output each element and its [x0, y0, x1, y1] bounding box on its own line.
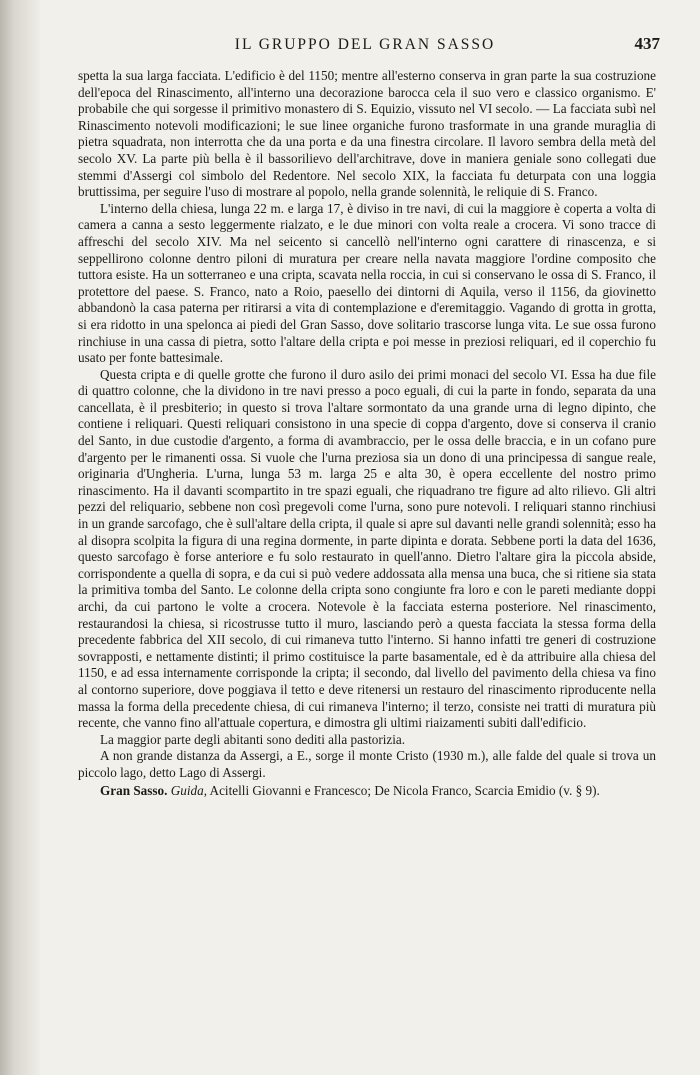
paragraph-abitanti: La maggior parte degli abitanti sono dediti alla pastorizia. [100, 731, 406, 747]
references [78, 783, 656, 800]
page-header [70, 36, 660, 56]
paragraph-cripta: Questa cripta e di quelle grotte che furono il duro asilo dei primi monaci del secolo VI. Essa ha due file di quattro colonne, che la dividono in tre navi presso a poco eguali, di cui la parte in fondo, separata da una cancellata, è il presbiterio; in questo si trova l'altare sormontato da una grande urna di legno dipinto, che contiene i reliquari. Questi reliquari consistono in una specie di coppa d'argento, dove si conserva il cranio del Santo, in due custodie d'argento, a forma di avambraccio, per le ossa delle braccia, e in un cofano pure d'argento per le rimanenti ossa. Si vuole che l'urna preziosa sia un dono di una principessa di sangue reale, originaria d'Ungheria. L'urna, lunga 53 m. larga 25 e alta 30, è opera eccellente del nostro primo rinascimento. Ha il davanti scompartito in tre spazi eguali, che riquadrano tre figure ad alto rilievo. Gli altri pezzi del reliquario, sebbene non così pregevoli come l'urna, sono pure notevoli. I reliquari stanno rinchiusi in un grande sarcofago, che è sull'altare della cripta, il quale si apre sul davanti nelle grandi solennità; esso ha al disopra scolpita la figura di una regina dormente, in parte dipinta e dorata. Sebbene porti la data del 1636, questo sarcofago è forse anteriore e fu solo restaurato in quell'anno. Dietro l'altare gira la piccola abside, corrispondente a quella di sopra, e da cui si può vedere addossata alla mensa una buca, che si ritiene sia stata la primitiva tomba del Santo. Le colonne della cripta sono congiunte fra loro e con le pareti mediante doppi archi, da cui partono le volte a crocera. Notevole è la facciata esterna posteriore. Nel rinascimento, restaurandosi la chiesa, si ricostrusse tutto il muro, lasciando però a questa facciata la stessa forma della precedente fabbrica del XII secolo, di cui rimaneva tutto l'interno. Si hanno infatti tre generi di costruzione sovrapposti, e nettamente distinti; il primo costituisce la parte basamentale, ed è da attribuire alla chiesa del 1150, e ad essa internamente corrisponde la cripta; il secondo, dal livello del pavimento della chiesa va fino al contorno superiore, dove poggiava il tetto e deve ritenersi un restauro del rinascimento riproducente nella massa la forma della precedente chiesa, di cui rimaneva l'interno; il terzo, consiste nei tratti di muratura più recente, che vanno fino all'attuale copertura, e dimostra gli ultimi riaizamenti subiti dall'edificio. [78, 366, 656, 731]
page-number: 437 [634, 34, 660, 53]
paragraph-facciata: spetta la sua larga facciata. L'edificio è del 1150; mentre all'esterno conserva in gran parte la sua costruzione dell'epoca del Rinascimento, all'interno una decorazione barocca cela il suo vero e classico organismo. E' probabile che qui sorgesse il primitivo monastero di S. Equizio, vissuto nel VI secolo. — La facciata subì nel Rinascimento notevoli modificazioni; le sue linee organiche furono trasformate in una grande muraglia di pietra squadrata, non interrotta che da una porta e da una finestra circolare. Il lavoro sembra della metà del secolo XV. La parte più bella è il bassorilievo dell'architrave, dove in maniera geniale sono collegati due stemmi d'Assergi col simbolo del Redentore. Nel secolo XIX, la facciata fu deturpata con una loggia bruttissima, per seguire l'uso di mostrare al popolo, nella grande solennità, le reliquie di S. Franco. [78, 68, 656, 200]
references-guide: Guida [170, 782, 204, 798]
body-text [78, 68, 656, 799]
paragraph-interno: L'interno della chiesa, lunga 22 m. e larga 17, è diviso in tre navi, di cui la maggiore è coperta a volta di camera a canna a sesto leggermente rialzato, e le due minori con volta reale a crocera. Vi sono tracce di affreschi del secolo XIV. Ma nel seicento si cancellò nell'interno ogni carattere di rinascenza, e si seppellirono colonne dentro piloni di muratura per creare nella navata maggiore l'ordine composito che tuttora esiste. Ha un sotterraneo e una cripta, scavata nella roccia, in cui si conservano le ossa di S. Franco, il protettore del paese. S. Franco, nato a Roio, paesello dei dintorni di Aquila, verso il 1156, da giovinetto abbandonò la casa paterna per ritirarsi a vita di contemplazione e d'eremitaggio. Vagando di grotta in grotta, si era ridotto in una spelonca ai piedi del Gran Sasso, dove solitario trascorse lunga vita. Le sue ossa furono rinchiuse in una cassa di pietra, sotto l'altare della cripta e poi messe in preziosi reliquari, ed il coperchio fu usato per fonte battesimale. [78, 200, 656, 366]
references-label: Gran Sasso. [100, 782, 168, 798]
paragraph-monte-cristo: A non grande distanza da Assergi, a E., sorge il monte Cristo (1930 m.), alle falde del quale si trova un piccolo lago, detto Lago di Assergi. [78, 748, 656, 780]
binding-shadow [0, 0, 40, 1075]
references-text: , Acitelli Giovanni e Francesco; De Nicola Franco, Scarcia Emidio (v. § 9). [203, 782, 600, 798]
running-head: IL GRUPPO DEL GRAN SASSO [234, 36, 496, 53]
